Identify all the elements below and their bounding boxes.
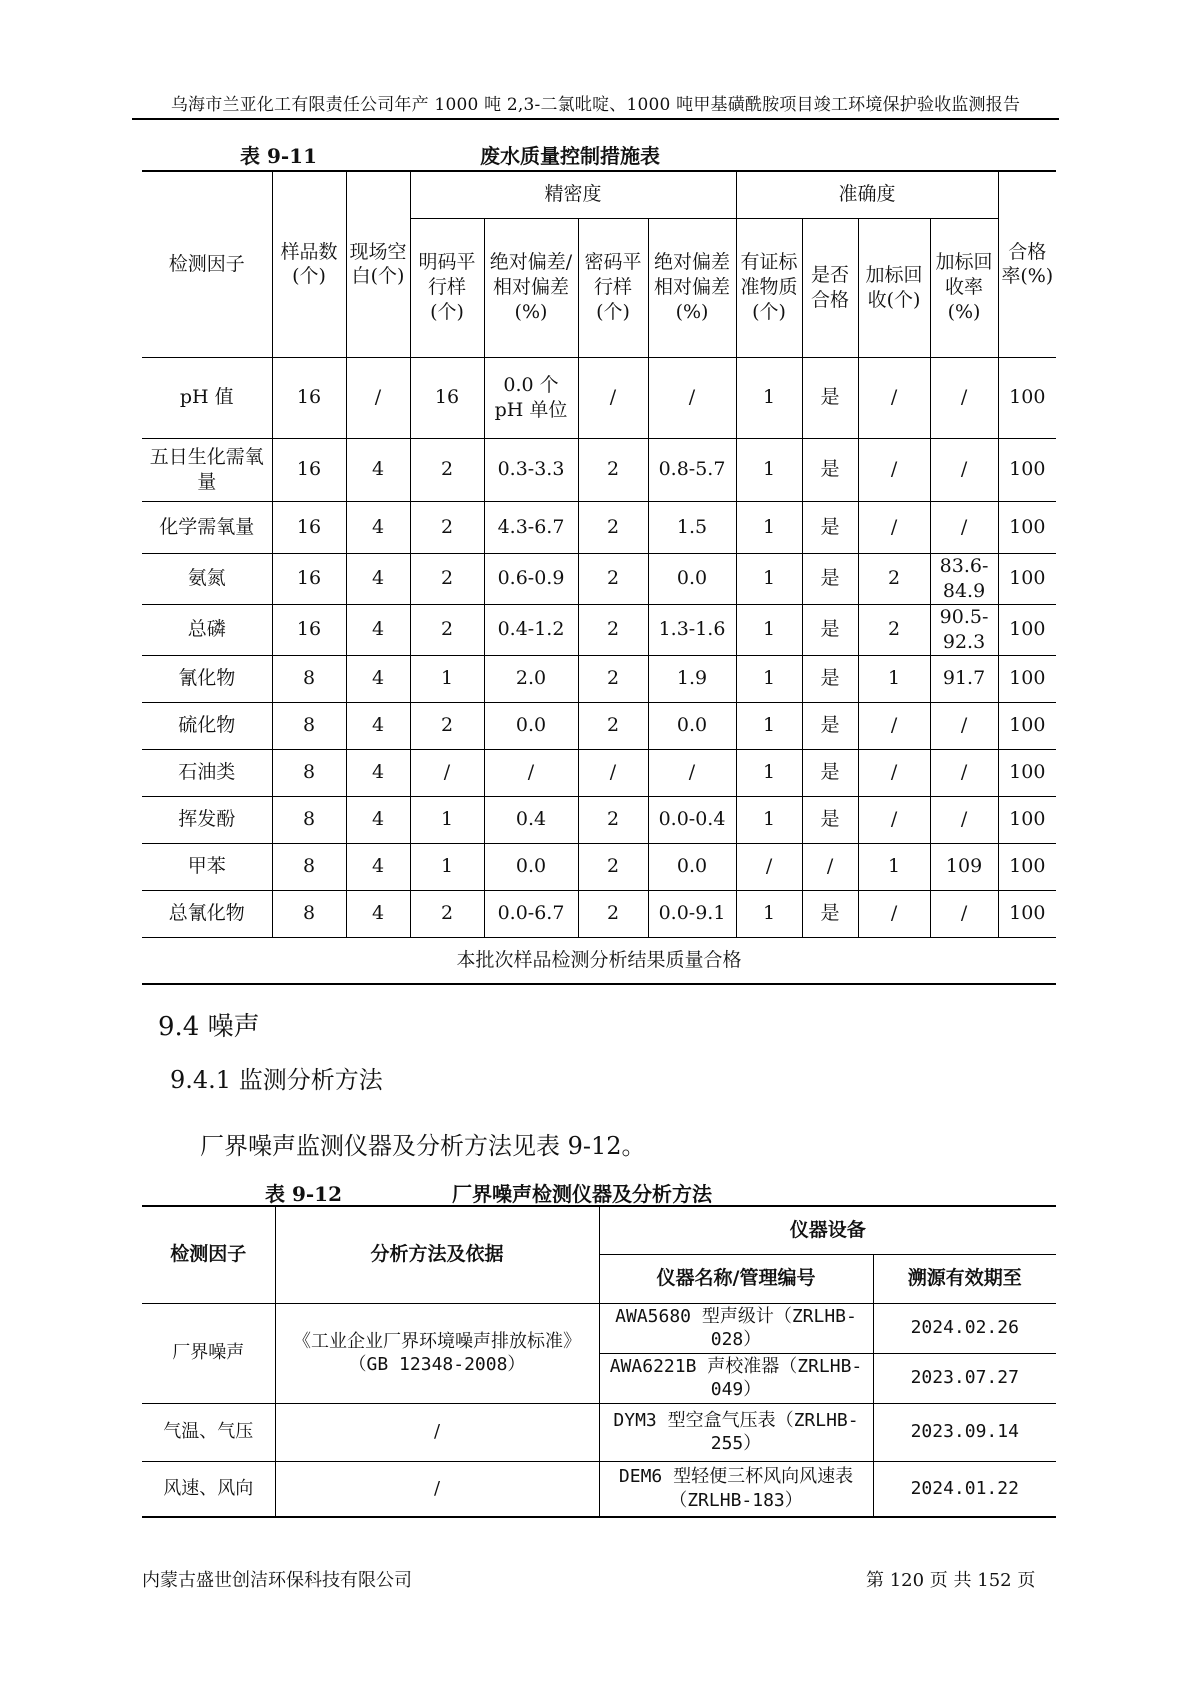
table11-number: 表 9-11 [240,144,318,168]
section-heading: 9.4 噪声 [158,1012,260,1042]
qualified-cell: / [802,843,858,890]
qualified-cell: 是 [802,357,858,438]
open-parallel-cell: 1 [410,843,484,890]
blank-cell: 4 [346,604,410,655]
qualified-cell: 是 [802,702,858,749]
instrument-cell: DYM3 型空盒气压表（ZRLHB-255） [599,1403,873,1461]
factor-cell: 厂界噪声 [142,1303,275,1403]
secret-parallel-cell: 2 [578,553,648,604]
pass-rate-cell: 100 [998,890,1056,937]
col-samples: 样品数(个) [272,171,346,357]
pass-rate-cell: 100 [998,604,1056,655]
factor-cell: 五日生化需氧量 [142,438,272,501]
pass-rate-cell: 100 [998,357,1056,438]
factor-cell: 氰化物 [142,655,272,702]
table12-title: 厂界噪声检测仪器及分析方法 [452,1182,712,1206]
col-precision: 精密度 [410,171,736,218]
open-parallel-cell: 2 [410,501,484,553]
pass-rate-cell: 100 [998,702,1056,749]
open-dev-cell: 0.4 [484,796,578,843]
blank-cell: 4 [346,749,410,796]
secret-dev-cell: 0.0-0.4 [648,796,736,843]
recovery-cell: / [930,749,998,796]
pass-rate-cell: 100 [998,655,1056,702]
open-dev-cell: 0.0-6.7 [484,890,578,937]
valid-cell: 2024.01.22 [873,1461,1056,1517]
open-parallel-cell: 1 [410,796,484,843]
samples-cell: 8 [272,890,346,937]
method-cell: 《工业企业厂界环境噪声排放标准》（GB 12348-2008） [275,1303,599,1403]
col-recovery: 加标回收率(%) [930,218,998,357]
blank-cell: 4 [346,655,410,702]
blank-cell: / [346,357,410,438]
valid-cell: 2023.09.14 [873,1403,1056,1461]
cert-std-cell: 1 [736,604,802,655]
spike-cell: / [858,438,930,501]
open-dev-cell: 0.0 [484,843,578,890]
factor-cell: 总氰化物 [142,890,272,937]
open-dev-cell: 0.6-0.9 [484,553,578,604]
secret-dev-cell: 0.0 [648,702,736,749]
secret-dev-cell: / [648,749,736,796]
recovery-cell: / [930,501,998,553]
factor-cell: 甲苯 [142,843,272,890]
pass-rate-cell: 100 [998,749,1056,796]
samples-cell: 8 [272,749,346,796]
col-blank: 现场空白(个) [346,171,410,357]
open-parallel-cell: 2 [410,553,484,604]
open-parallel-cell: 2 [410,604,484,655]
recovery-cell: 91.7 [930,655,998,702]
recovery-cell: / [930,438,998,501]
samples-cell: 8 [272,702,346,749]
factor-cell: pH 值 [142,357,272,438]
secret-parallel-cell: 2 [578,501,648,553]
table-row [142,655,1056,702]
cert-std-cell: 1 [736,796,802,843]
open-dev-cell: 0.4-1.2 [484,604,578,655]
running-header: 乌海市兰亚化工有限责任公司年产 1000 吨 2,3-二氯吡啶、1000 吨甲基磺酰胺项目竣工环境保护验收监测报告 [170,95,1021,115]
recovery-cell: 109 [930,843,998,890]
qualified-cell: 是 [802,501,858,553]
factor-cell: 氨氮 [142,553,272,604]
valid-cell: 2024.02.26 [873,1303,1056,1353]
wastewater-qc-rows [142,357,1056,937]
col-equipment: 仪器设备 [599,1206,1056,1254]
spike-cell: 1 [858,843,930,890]
spike-cell: / [858,357,930,438]
spike-cell: / [858,702,930,749]
table-row [142,438,1056,501]
table-row [142,553,1056,604]
secret-dev-cell: 1.5 [648,501,736,553]
secret-parallel-cell: 2 [578,604,648,655]
secret-parallel-cell: 2 [578,843,648,890]
secret-dev-cell: 0.0 [648,553,736,604]
pass-rate-cell: 100 [998,438,1056,501]
method-cell: / [275,1403,599,1461]
pass-rate-cell: 100 [998,796,1056,843]
open-parallel-cell: 2 [410,438,484,501]
table-row [142,890,1056,937]
col-pass-rate: 合格率(%) [998,171,1056,357]
blank-cell: 4 [346,438,410,501]
samples-cell: 16 [272,501,346,553]
cert-std-cell: 1 [736,438,802,501]
method-cell: / [275,1461,599,1517]
table-row [142,1403,1056,1461]
qualified-cell: 是 [802,553,858,604]
qualified-cell: 是 [802,655,858,702]
secret-parallel-cell: 2 [578,438,648,501]
table-row [142,1303,1056,1353]
table-row [142,357,1056,438]
samples-cell: 8 [272,796,346,843]
samples-cell: 8 [272,843,346,890]
factor-cell: 硫化物 [142,702,272,749]
spike-cell: 2 [858,553,930,604]
cert-std-cell: 1 [736,749,802,796]
blank-cell: 4 [346,843,410,890]
valid-cell: 2023.07.27 [873,1353,1056,1403]
pass-rate-cell: 100 [998,501,1056,553]
col-instrument: 仪器名称/管理编号 [599,1254,873,1303]
cert-std-cell: 1 [736,702,802,749]
secret-parallel-cell: 2 [578,796,648,843]
secret-dev-cell: 1.9 [648,655,736,702]
factor-cell: 气温、气压 [142,1403,275,1461]
secret-parallel-cell: / [578,749,648,796]
secret-parallel-cell: / [578,357,648,438]
table-row [142,796,1056,843]
spike-cell: 1 [858,655,930,702]
col-spike: 加标回收(个) [858,218,930,357]
col-valid: 溯源有效期至 [873,1254,1056,1303]
qualified-cell: 是 [802,604,858,655]
open-parallel-cell: 16 [410,357,484,438]
open-dev-cell: 0.0 个 pH 单位 [484,357,578,438]
recovery-cell: / [930,702,998,749]
recovery-cell: 90.5-92.3 [930,604,998,655]
secret-parallel-cell: 2 [578,655,648,702]
samples-cell: 16 [272,604,346,655]
header-rule [132,118,1059,120]
instrument-cell: AWA5680 型声级计（ZRLHB-028） [599,1303,873,1353]
table11-note: 本批次样品检测分析结果质量合格 [142,937,1056,984]
spike-cell: / [858,890,930,937]
open-parallel-cell: / [410,749,484,796]
table-row [142,604,1056,655]
pass-rate-cell: 100 [998,843,1056,890]
qualified-cell: 是 [802,890,858,937]
col-open-dev: 绝对偏差/相对偏差(%) [484,218,578,357]
noise-method-table [142,1205,1056,1518]
factor-cell: 化学需氧量 [142,501,272,553]
spike-cell: / [858,501,930,553]
open-dev-cell: 2.0 [484,655,578,702]
secret-dev-cell: 1.3-1.6 [648,604,736,655]
samples-cell: 16 [272,357,346,438]
subsection-heading: 9.4.1 监测分析方法 [170,1066,383,1094]
blank-cell: 4 [346,553,410,604]
open-dev-cell: / [484,749,578,796]
open-parallel-cell: 2 [410,890,484,937]
secret-dev-cell: / [648,357,736,438]
cert-std-cell: 1 [736,553,802,604]
table-row [142,501,1056,553]
factor-cell: 挥发酚 [142,796,272,843]
cert-std-cell: 1 [736,357,802,438]
col-qualified: 是否合格 [802,218,858,357]
table-row [142,1461,1056,1517]
recovery-cell: / [930,890,998,937]
table12-number: 表 9-12 [265,1182,343,1206]
col-secret-dev: 绝对偏差相对偏差(%) [648,218,736,357]
qualified-cell: 是 [802,438,858,501]
secret-parallel-cell: 2 [578,890,648,937]
open-dev-cell: 0.3-3.3 [484,438,578,501]
instrument-cell: DEM6 型轻便三杯风向风速表（ZRLHB-183） [599,1461,873,1517]
blank-cell: 4 [346,501,410,553]
secret-dev-cell: 0.8-5.7 [648,438,736,501]
open-dev-cell: 0.0 [484,702,578,749]
factor-cell: 风速、风向 [142,1461,275,1517]
table-row [142,702,1056,749]
recovery-cell: 83.6-84.9 [930,553,998,604]
cert-std-cell: 1 [736,501,802,553]
table-row [142,749,1056,796]
samples-cell: 8 [272,655,346,702]
blank-cell: 4 [346,702,410,749]
pass-rate-cell: 100 [998,553,1056,604]
open-parallel-cell: 2 [410,702,484,749]
col-factor: 检测因子 [142,1206,275,1303]
instrument-cell: AWA6221B 声校准器（ZRLHB-049） [599,1353,873,1403]
secret-parallel-cell: 2 [578,702,648,749]
qualified-cell: 是 [802,796,858,843]
wastewater-qc-table [142,170,1056,985]
open-parallel-cell: 1 [410,655,484,702]
qualified-cell: 是 [802,749,858,796]
col-factor: 检测因子 [142,171,272,357]
col-secret-parallel: 密码平行样(个) [578,218,648,357]
cert-std-cell: / [736,843,802,890]
table-row [142,843,1056,890]
col-open-parallel: 明码平行样(个) [410,218,484,357]
recovery-cell: / [930,357,998,438]
footer-company: 内蒙古盛世创洁环保科技有限公司 [142,1570,412,1591]
spike-cell: / [858,796,930,843]
blank-cell: 4 [346,796,410,843]
spike-cell: 2 [858,604,930,655]
open-dev-cell: 4.3-6.7 [484,501,578,553]
spike-cell: / [858,749,930,796]
samples-cell: 16 [272,553,346,604]
body-paragraph: 厂界噪声监测仪器及分析方法见表 9-12。 [200,1132,646,1160]
blank-cell: 4 [346,890,410,937]
col-accuracy: 准确度 [736,171,998,218]
table11-title: 废水质量控制措施表 [480,144,660,168]
col-method: 分析方法及依据 [275,1206,599,1303]
samples-cell: 16 [272,438,346,501]
footer-page-number: 第 120 页 共 152 页 [866,1570,1036,1591]
cert-std-cell: 1 [736,655,802,702]
factor-cell: 石油类 [142,749,272,796]
factor-cell: 总磷 [142,604,272,655]
col-cert-std: 有证标准物质(个) [736,218,802,357]
secret-dev-cell: 0.0-9.1 [648,890,736,937]
secret-dev-cell: 0.0 [648,843,736,890]
cert-std-cell: 1 [736,890,802,937]
recovery-cell: / [930,796,998,843]
